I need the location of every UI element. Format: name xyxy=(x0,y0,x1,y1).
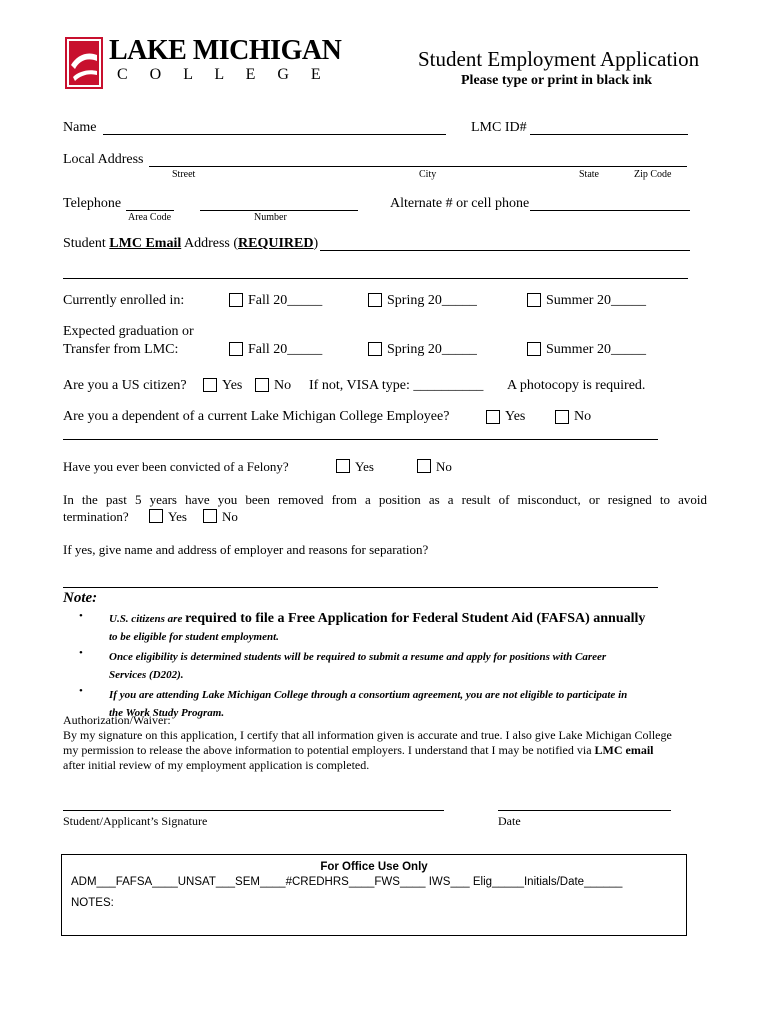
logo-line2: C O L L E G E xyxy=(117,66,330,83)
citizen-yes-label: Yes xyxy=(222,378,243,393)
lmc-id-field[interactable] xyxy=(530,134,688,135)
office-use-box xyxy=(61,854,687,936)
grad-spring-label: Spring 20_____ xyxy=(387,342,477,357)
grad-fall-checkbox[interactable] xyxy=(229,342,243,356)
enrolled-summer-checkbox[interactable] xyxy=(527,293,541,307)
enrolled-fall-checkbox[interactable] xyxy=(229,293,243,307)
waiver-line3: after initial review of my employment application is completed. xyxy=(63,758,370,772)
email-label: Student LMC Email Address (REQUIRED) xyxy=(63,236,319,251)
name-label: Name xyxy=(63,120,97,135)
note-bullet-3: • If you are attending Lake Michigan College through a consortium agreement, you are not eligible to participate in the Work Study Program. xyxy=(79,685,628,719)
felony-yes-label: Yes xyxy=(355,459,374,474)
page-title: Student Employment Application xyxy=(418,47,700,71)
telephone-label: Telephone xyxy=(63,196,122,211)
name-field[interactable] xyxy=(103,134,446,135)
office-use-fields: ADM___FAFSA____UNSAT___SEM____#CREDHRS____FWS____ IWS___ Elig_____Initials/Date______ xyxy=(71,876,623,888)
felony-no-label: No xyxy=(436,459,452,474)
misconduct-no-checkbox[interactable] xyxy=(203,509,217,523)
separation-field[interactable] xyxy=(63,587,658,588)
note-title: Note: xyxy=(63,590,98,606)
citizen-question: Are you a US citizen? xyxy=(63,378,187,393)
alt-phone-field[interactable] xyxy=(530,210,690,211)
lmc-id-label: LMC ID# xyxy=(471,120,527,135)
college-logo xyxy=(65,35,342,89)
misconduct-yes-checkbox[interactable] xyxy=(149,509,163,523)
waiver-line1: By my signature on this application, I certify that all information given is accurate and true. I also give Lake Michigan College xyxy=(63,728,672,742)
logo-mark-icon xyxy=(65,37,103,89)
phone-number-field[interactable] xyxy=(200,210,358,211)
alt-phone-label: Alternate # or cell phone xyxy=(390,196,530,211)
grad-fall-label: Fall 20_____ xyxy=(248,342,323,357)
email-field[interactable] xyxy=(320,250,690,251)
number-caption: Number xyxy=(254,212,287,223)
separation-question: If yes, give name and address of employer and reasons for separation? xyxy=(63,542,429,557)
visa-type-label: If not, VISA type: __________ xyxy=(309,378,484,393)
zip-caption: Zip Code xyxy=(634,169,672,180)
area-code-caption: Area Code xyxy=(128,212,172,223)
area-code-field[interactable] xyxy=(126,210,174,211)
note-bullet-2: • Once eligibility is determined students will be required to submit a resume and apply for positions with Career Services (D202). xyxy=(79,647,607,681)
state-caption: State xyxy=(579,169,599,180)
date-field[interactable] xyxy=(498,810,671,811)
misconduct-yes-label: Yes xyxy=(168,509,187,524)
felony-yes-checkbox[interactable] xyxy=(336,459,350,473)
signature-label: Student/Applicant’s Signature xyxy=(63,814,208,828)
dependent-no-checkbox[interactable] xyxy=(555,410,569,424)
date-label: Date xyxy=(498,814,521,828)
grad-summer-checkbox[interactable] xyxy=(527,342,541,356)
street-caption: Street xyxy=(172,169,196,180)
enrolled-spring-label: Spring 20_____ xyxy=(387,293,477,308)
waiver-line2: my permission to release the above information to potential employers. I understand that I may be notified via LMC email xyxy=(63,743,654,757)
misconduct-no-label: No xyxy=(222,509,238,524)
misconduct-question: In the past 5 years have you been removed from a position as a result of misconduct, or resigned to avoid xyxy=(63,492,707,507)
citizen-no-checkbox[interactable] xyxy=(255,378,269,392)
email-field-line2[interactable] xyxy=(63,278,688,279)
signature-field[interactable] xyxy=(63,810,444,811)
note-list xyxy=(78,609,708,721)
dependent-question: Are you a dependent of a current Lake Michigan College Employee? xyxy=(63,409,450,424)
citizen-no-label: No xyxy=(274,378,292,393)
enrolled-spring-checkbox[interactable] xyxy=(368,293,382,307)
photocopy-note: A photocopy is required. xyxy=(507,378,646,393)
local-address-field[interactable] xyxy=(149,166,687,167)
dependent-no-label: No xyxy=(574,409,592,424)
page-subtitle: Please type or print in black ink xyxy=(461,73,653,88)
office-use-title: For Office Use Only xyxy=(320,861,428,873)
citizen-yes-checkbox[interactable] xyxy=(203,378,217,392)
graduation-label-line1: Expected graduation or xyxy=(63,324,194,339)
dependent-yes-label: Yes xyxy=(505,409,526,424)
felony-no-checkbox[interactable] xyxy=(417,459,431,473)
misconduct-question-line2: termination? xyxy=(63,509,129,524)
dependent-yes-checkbox[interactable] xyxy=(486,410,500,424)
enrolled-fall-label: Fall 20_____ xyxy=(248,293,323,308)
enrolled-summer-label: Summer 20_____ xyxy=(546,293,646,308)
local-address-label: Local Address xyxy=(63,152,144,167)
logo-line1: LAKE MICHIGAN xyxy=(109,35,342,66)
waiver-title: Authorization/Waiver: xyxy=(63,713,171,727)
city-caption: City xyxy=(419,169,437,180)
office-use-notes: NOTES: xyxy=(71,897,114,909)
note-bullet-1: • U.S. citizens are required to file a Free Application for Federal Student Aid (FAFSA) annually to be eligible for student employment. xyxy=(79,610,646,643)
graduation-label-line2: Transfer from LMC: xyxy=(63,342,179,357)
grad-spring-checkbox[interactable] xyxy=(368,342,382,356)
felony-question: Have you ever been convicted of a Felony? xyxy=(63,459,289,474)
dependent-details-field[interactable] xyxy=(63,439,658,440)
currently-enrolled-label: Currently enrolled in: xyxy=(63,293,185,308)
grad-summer-label: Summer 20_____ xyxy=(546,342,646,357)
